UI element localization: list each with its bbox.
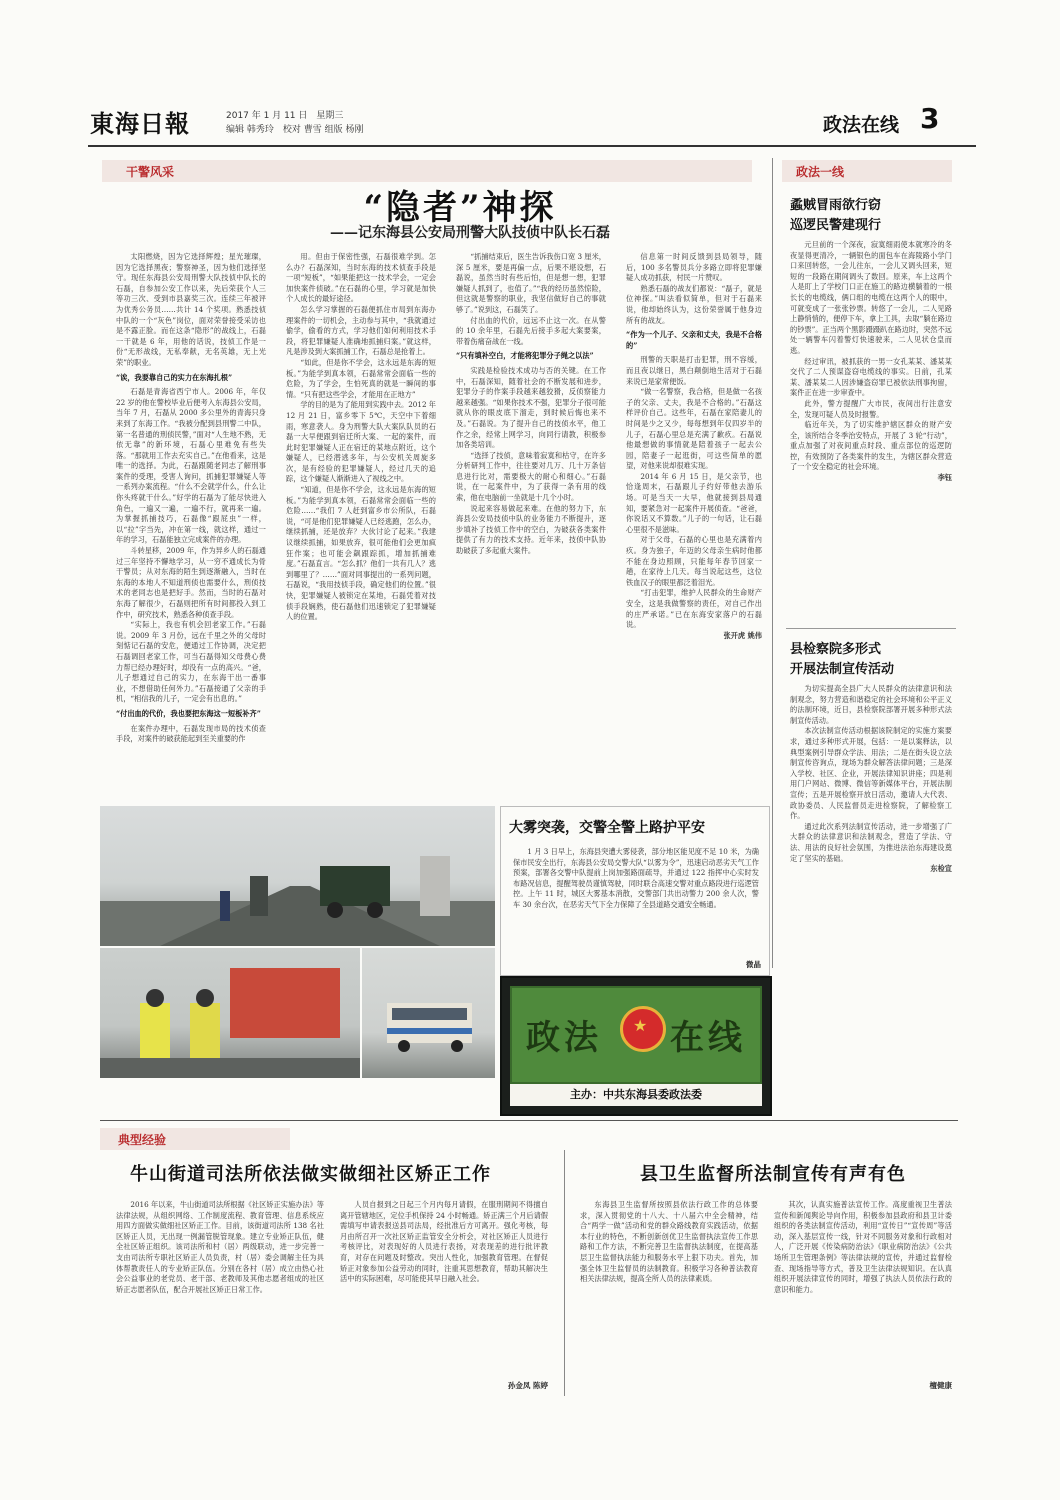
feature-paragraph: 实践是检验技术成功与否的关键。在工作中，石磊深知，随着社会的不断发展和进步，犯罪分子的作案手段越来越狡猾，反侦察能力越来越强。“如果你技术不强，犯罪分子很可能就从你的眼皮底下溜走，到时候后悔也来不及。”石磊说。为了提升自己的技侦水平，他工作之余，经常上网学习，向同行请教，积极参加各类培训。 — [456, 365, 606, 450]
feature-subheading: “诶，我要靠自己的实力在东海扎根” — [116, 372, 233, 382]
feature-column-2 — [286, 252, 436, 794]
banner-text-left: 政法 — [526, 1018, 602, 1058]
right2-paragraph: 通过此次系列法制宣传活动，进一步增强了广大群众的法律意识和法制观念，营造了学法、守法、用法的良好社会氛围，为推进法治东海建设奠定了坚实的基础。 — [790, 821, 952, 863]
bottom-left-paragraph: 2016 年以来，牛山街道司法所根据《社区矫正实施办法》等法律法规，从组织网络、工作制度流程、教育管理、信息系统应用四方面做实做细社区矫正工作。目前，该街道司法所 138 名社区矫正人员，无出现一例漏管脱管现象。建立专业矫正队伍，健全社区矫正组织。该司法所和村（居）两级联动，进一步完善一支由司法所专职社区矫正人员负责，村（居）委会调解主任为具体帮教责任人的专业矫正队伍。分别在各村（居）成立由热心社会公益事业的老党员、老干部、老教师及其他志愿者组成的社区矫正志愿者队伍，配合开展社区矫正日常工作。 — [116, 1200, 324, 1294]
bottom-right-col-2 — [774, 1200, 952, 1378]
feature-paragraph: 太阳燃烧，因为它选择辉煌；星光璀璨，因为它选择黑夜；警察神圣，因为他们选择坚守。现任东海县公安局刑警大队技侦中队长的石磊，自参加公安工作以来，先后荣获个人三等功三次、受到市县嘉奖三次。连续三年被评为优秀公务员……共计 14 个奖项。熟悉技侦中队的一个“灰色”岗位，面对荣誉接受采访也是不露正脸。而在这条“隐形”的战线上，石磊一干就是 6 年，用他的话说，技侦工作是一份“无形战线，无私奉献，无名英雄，无上光荣”的职业。 — [116, 252, 266, 367]
bottom-right-col-1 — [580, 1200, 758, 1390]
feature-paragraph: 在案件办理中，石磊发现市局的技术侦查手段，对案件的破获能起到至关重要的作 — [116, 723, 266, 744]
news-box-body — [513, 847, 759, 959]
news-box-paragraph: 1 月 3 日早上，东海县突遭大雾侵袭，部分地区能见度不足 10 米，为确保市民安全出行，东海县公安局交警大队“以雾为令”，迅速启动恶劣天气工作预案，部署各交警中队提前上岗加强路面疏导，并通过 122 指挥中心实时发布路况信息，提醒驾驶员谨慎驾驶，同时联合高速交警对重点路段进行巡逻管控。上午 11 时，城区大雾基本消散，交警部门共出动警力 200 余人次，警车 30 余台次，在恶劣天气下全力保障了全县道路交通安全畅通。 — [513, 847, 759, 909]
right2-paragraph: 本次法制宣传活动根据该院制定的实施方案要求，通过多种形式开展，包括：一是以案释法，以典型案例引导群众学法、用法；二是在街头设立法制宣传咨询点，现场为群众解答法律问题；三是深入学校、社区、企业，开展法律知识讲座；四是利用门户网站、微博、微信等新媒体平台，开展法制宣传；五是开展检察开放日活动，邀请人大代表、政协委员、人民监督员走进检察院，了解检察工作。 — [790, 726, 952, 821]
banner-text-right: 在线 — [670, 1018, 746, 1058]
right-paragraph: 此外，警方提醒广大市民，夜间出行注意安全，发现可疑人员及时报警。 — [790, 398, 952, 419]
right-title-line1: 蟊贼冒雨欲行窃 — [790, 198, 882, 213]
feature-paragraph: “知道，但是你不学会，这永远是东海的短板。”为能学到真本领，石磊常常会面临一些的危险……“我们 7 人赶到富乡市公所队，石磊说，“可是他们犯罪嫌疑人已经逃跑，怎么办，继续抓捕，还是放弃？大伙讨论了起来。”我建议继续抓捕，如果放弃，很可能他们会更加疯狂作案；也可能会飙跟踪抓，增加抓捕难度。”石磊直言。“怎么抓？他们一共有几人？逃到哪里了？……”面对同事提出的一系列问题，石磊说，“我用技侦手段，确定他们的位置。”很快，犯罪嫌疑人被锁定在某地，石磊凭着对技侦手段娴熟，使石磊他们迅速锁定了犯罪嫌疑人的位置。 — [286, 485, 436, 622]
feature-paragraph: 用。但由于保密性强，石磊很难学到。怎么办？石磊深知，当时东海的技术侦查手段是一项“短板”，“如果能把这一技术学会，一定会加快案件侦破。”在石磊的心里，学习就是加快个人成长的最好途径。 — [286, 252, 436, 304]
tag-zhengfa: 政法一线 — [796, 164, 845, 179]
bottom-left-col-1 — [116, 1200, 324, 1390]
feature-paragraph: 2014 年 6 月 15 日，是父亲节，也恰逢周末，石磊跟儿子约好带他去游乐场。可是当天一大早，他就接到县局通知，要紧急对一起案件开展侦查。“爸爸，你说话又不算数。”儿子的一句话，让石磊心里很不是滋味。 — [626, 471, 762, 534]
right2-author: 东检宣 — [930, 864, 952, 874]
section-name: 政法在线 — [823, 114, 900, 136]
feature-subheading: “作为一个儿子、父亲和丈夫，我是不合格的” — [626, 330, 762, 350]
feature-paragraph: 刑警的天职是打击犯罪，刑不容缓，而且夜以继日，黑白颠倒地生活对于石磊来说已是家常便饭。 — [626, 355, 762, 386]
feature-paragraph: “打击犯罪，维护人民群众的生命财产安全，这是我做警察的责任，对自己作出的庄严承诺。”已在东海安家落户的石磊说。 — [626, 588, 762, 630]
emblem-icon — [620, 1006, 666, 1052]
masthead-rule — [88, 145, 976, 147]
zhengfa-banner — [500, 976, 772, 1116]
bottom-left-paragraph: 人员自报到之日起三个月内每月请假，在服刑期间不得擅自离开管辖地区，定位手机保持 24 小时畅通。矫正满三个月后请假需填写申请表报送县司法局，经批准后方可离开。强化考核，每月由所召开一次社区矫正监管安全分析会，对社区矫正人员进行考核评比，对表现好的人员进行表扬，对表现差的进行批评教育，对存在问题及时整改。突出人性化，加强教育管理。在督促矫正对象参加公益劳动的同时，注重其思想教育，帮助其解决生活中的实际困难，尽可能使其早日融入社会。 — [340, 1200, 548, 1284]
feature-subheading: “只有填补空白，才能将犯罪分子绳之以法” — [456, 351, 594, 361]
feature-paragraph: “如此，但是你不学会，这永远是东海的短板。”为能学到真本领，石磊常常会面临一些的危险，为了学会，生怕死真的就是一瞬间的事情。“只有把这些学会，才能用在正地方” — [286, 357, 436, 399]
feature-paragraph: 付出血的代价，远远不止这一次。在从警的 10 余年里，石磊先后接手多起大案要案，带着伤痛奋战在一线。 — [456, 315, 606, 346]
right-article-title — [790, 196, 960, 236]
banner-host: 主办：中共东海县委政法委 — [510, 1084, 762, 1106]
right2-title-line2: 开展法制宣传活动 — [790, 662, 895, 677]
bottom-right-paragraph: 东海县卫生监督所按照县依法行政工作的总体要求，深入贯彻党的十八大、十八届六中全会精神，结合“两学一做”活动和党的群众路线教育实践活动，依据本行业的特色，不断创新创优卫生监督执法宣传工作思路和工作方法，不断完善卫生监督执法制度，在提高基层卫生监督执法能力和服务水平上狠下功夫。首先，加强全体卫生监督员的法制教育。积极学习各种普法教育相关法律法规，提高全所人员的法律素质。 — [580, 1200, 758, 1284]
emblem-star-icon: ★ — [633, 1016, 648, 1035]
fog-road-illustration — [100, 806, 495, 946]
tag-dianxing: 典型经验 — [118, 1132, 167, 1147]
bottom-section-rule — [100, 1120, 958, 1121]
feature-paragraph: 对于父母，石磊的心里也是充满着内疚。身为独子，年迈的父母亲生病时他都不能在身边照顾，只能每年春节回家一趟，在家待上几天。每当说起这些，这位铁血汉子的眼里都泛着泪光。 — [626, 535, 762, 587]
bottom-left-author: 孙金凤 陈婷 — [507, 1381, 548, 1390]
feature-column-1 — [116, 252, 266, 794]
right-article2-title — [790, 640, 960, 680]
right-author: 李钰 — [937, 473, 952, 483]
news-box-title: 大雾突袭，交警全警上路护平安 — [509, 820, 705, 836]
feature-paragraph: 怎么学习掌握的石磊便抓住市局到东海办理案件的一切机会，主动参与其中，“我就通过偷学，偷看的方式，学习他们如何利用技术手段，将犯罪嫌疑人准确地抓捕归案。”就这样，凡是涉及到大案抓捕工作，石磊总是抢着上。 — [286, 304, 436, 357]
right-paragraph: 经过审讯，被抓获的一男一女孔某某、潘某某交代了二人预谋盗窃电缆线的事实。日前，孔某某、潘某某二人因涉嫌盗窃罪已被依法刑事拘留，案件正在进一步审查中。 — [790, 356, 952, 398]
feature-paragraph: 信息第一时间反馈到县局领导，随后，100 多名警员兵分多路立即将犯罪嫌疑人成功抓获，村民一片赞叹。 — [626, 252, 762, 283]
feature-paragraph: “抓捕结束后，医生告诉我伤口宽 3 厘米，深 5 厘米，要是再偏一点，后果不堪设想，石磊说，虽然当时有些后怕，但是想一想，犯罪嫌疑人抓到了，也值了。”“我的经历虽然惊险，但这就是警察的职业，我坚信做好自己的事就够了。”说到这，石磊笑了。 — [456, 252, 606, 314]
tag-bar-feature — [102, 160, 752, 182]
feature-subheading: “付出血的代价，我也要把东海这一短板补齐” — [116, 708, 261, 718]
right-paragraph: 元旦前的一个深夜，寂寞细雨使本就寒冷的冬夜显得更清冷，一辆银色的面包车在海陵路小学门口来回转悠，一会儿往东，一会儿又调头回来，短短的一段路在期间调头了数回。原来，车上这两个人是盯上了学校门口正在施工的路边横躺着的一根长长的电缆线，俩口组的电缆在这两个人的眼中，可就变成了一张张钞票。转悠了一会儿，二人见路上静悄悄的，便停下车，拿上工具，去取“躺在路边的钞票”。正当两个黑影蹑蹑趴在路边时，突然不远处一辆警车闪着警灯快速驶来，二人见状仓皇而逃。 — [790, 240, 952, 355]
bottom-right-paragraph: 其次，认真实施普法宣传工作。高度重视卫生普法宣传和新闻舆论导向作用，积极参加县政府和县卫计委组织的各类法制宣传活动，利用“宣传日”“宣传周”等活动，深入基层宣传一线，针对不同服务对象和行政相对人，广泛开展《传染病防治法》《职业病防治法》《公共场所卫生管理条例》等法律法规的宣传，并通过监督检查、现场指导等方式，普及卫生法律法规知识。在认真组织开展法律宣传的同时，增强了执法人员依法行政的意识和能力。 — [774, 1200, 952, 1294]
bottom-right-title: 县卫生监督所法制宣传有声有色 — [640, 1164, 906, 1185]
masthead — [78, 98, 988, 142]
bottom-right-author: 檀健康 — [929, 1381, 952, 1390]
feature-paragraph: 熟悉石磊的战友们都说：“磊子，就是位神探。”叫法看似简单，但对于石磊来说，他却始终认为，这份荣誉属于他身边所有的战友。 — [626, 283, 762, 325]
editor-credits: 编辑 韩秀玲 校对 曹雪 组版 杨刚 — [226, 125, 364, 135]
column-divider — [772, 158, 773, 968]
feature-paragraph: “实际上，我也有机会回老家工作。”石磊说。2009 年 3 月份，远在千里之外的父母时刻惦记石磊的安危，便通过工作协调，决定把石磊调回老家工作，可当石磊得知父母费心费力帮已经办理好时，却没有一点的高兴。“爸，儿子想通过自己的实力，在东海干出一番事业，不想借助任何外力。”石磊接通了父亲的手机，“相信我的儿子，一定会有出息的。” — [116, 620, 266, 704]
traffic-police-photo — [100, 948, 360, 1078]
feature-column-4 — [626, 252, 762, 794]
newspaper-logo: 東海日報 — [90, 109, 190, 138]
feature-title: “隐者”神探 — [363, 188, 557, 228]
right2-title-line1: 县检察院多形式 — [790, 642, 882, 657]
right-article2-body — [790, 684, 952, 972]
news-box — [500, 806, 770, 976]
feature-paragraph: 斗转星移，2009 年，作为异乡人的石磊通过三年坚持不懈地学习，从一穷不通成长为骨干警员；从对东海的陌生到逐渐融入，当时在东海的本地人不知道刑侦也需要什么，刑侦技术的老同志也是把好手。然而，当时的石磊对东海了解很少，石磊则把所有时间都投入到工作中，研究技术，熟悉各种侦查手段。 — [116, 546, 266, 619]
right-title-line2: 巡逻民警建现行 — [790, 218, 882, 233]
bus-photo — [362, 948, 495, 1078]
right-article-body — [790, 240, 952, 622]
police-illustration — [100, 948, 360, 1078]
bus-illustration — [362, 948, 495, 1078]
feature-paragraph: 学的目的是为了能用到实践中去。2012 年 12 月 21 日，富乡零下 5℃，天空中下着细雨，寒意袭人。身为刑警大队大案队队员的石磊一大早便跟到宿迁所大案、一起的案件，而此时犯罪嫌疑人正在宿迁的某地点附近，这个嫌疑人，已经潜逃多年，与公安机关周旋多次，是有经验的犯罪嫌疑人，经过几天的追踪，这个嫌疑人渐渐进入了视线之中。 — [286, 400, 436, 484]
feature-paragraph: 石磊是青海省西宁市人。2006 年，年仅 22 岁的他在警校毕业后便考入东海县公安局，当年 7 月，石磊从 2000 多公里外的青海只身来到了东海工作。“我被分配到县刑警二中队，第一名普通的刑侦民警，”面对“人生地不熟，无依无靠”的新环境，石磊心里难免有些失落。“那就用工作去充实自己。”在他看来，这是唯一的选择。为此，石磊跟随老同志了解刑事案件的受理，受害人询问，抓捕犯罪嫌疑人等一系列办案流程。“什么不会就学什么，什么让你头疼就干什么。”好学的石磊为了能尽快进入角色，一遍又一遍，一遍不行，就再来一遍。为掌握抓捕技巧，石磊像“跟屁虫”一样，以“拉”字当先，冲在第一线，就这样，通过一年的学习，石磊能独立完成案件的办理。 — [116, 387, 266, 545]
feature-paragraph: “做一名警察，我合格，但是做一名孩子的父亲、丈夫，我是不合格的。”石磊这样评价自己。这些年，石磊在家陪妻儿的时间是少之又少，每每想到年仅四岁半的儿子，石磊心里总是充满了歉疚。石磊说他最想做的事情就是陪着孩子一起去公园，陪妻子一起逛街，可这些简单的愿望，对他来说却很难实现。 — [626, 387, 762, 471]
right-paragraph: 临近年关，为了切实维护辖区群众的财产安全，该所结合冬季治安特点，开展了 3 轮“行动”，重点加强了对夜间重点时段、重点部位的巡逻防控，有效预防了各类案件的发生，为辖区群众营造了一个安全稳定的社会环境。 — [790, 420, 952, 472]
news-box-author: 微晶 — [746, 960, 761, 969]
bottom-left-title: 牛山街道司法所依法做实做细社区矫正工作 — [130, 1164, 491, 1185]
feature-subtitle: ——记东海县公安局刑警大队技侦中队长石磊 — [330, 225, 610, 241]
tag-ganjing: 干警风采 — [126, 164, 175, 179]
right-divider — [786, 628, 956, 629]
issue-date: 2017 年 1 月 11 日 星期三 — [226, 111, 344, 121]
feature-author: 张开虎 姚伟 — [723, 630, 762, 640]
bottom-left-col-2 — [340, 1200, 548, 1378]
feature-column-3 — [456, 252, 606, 794]
feature-paragraph: “选择了技侦，意味着寂寞和枯守，在许多分析研判工作中，往往要对几万、几十万条信息进行比对，需要极大的耐心和细心。”石磊说，在一起案件中，为了获得一条有用的线索，他在电脑前一坐就是十几个小时。 — [456, 450, 606, 503]
feature-paragraph: 说起来容易做起来难。在他的努力下，东海县公安局技侦中队的业务能力不断提升，逐步填补了技侦工作中的空白，为破获各类案件提供了有力的技术支持。近年来，技侦中队协助破获了多起重大案件。 — [456, 503, 606, 556]
fog-road-photo — [100, 806, 495, 946]
right2-paragraph: 为切实提高全县广大人民群众的法律意识和法制观念，努力营造和谐稳定的社会环境和公平正义的法制环境，近日，县检察院部署开展多种形式法制宣传活动。 — [790, 684, 952, 725]
page-number: 3 — [920, 102, 940, 135]
bottom-column-divider — [564, 1150, 565, 1396]
